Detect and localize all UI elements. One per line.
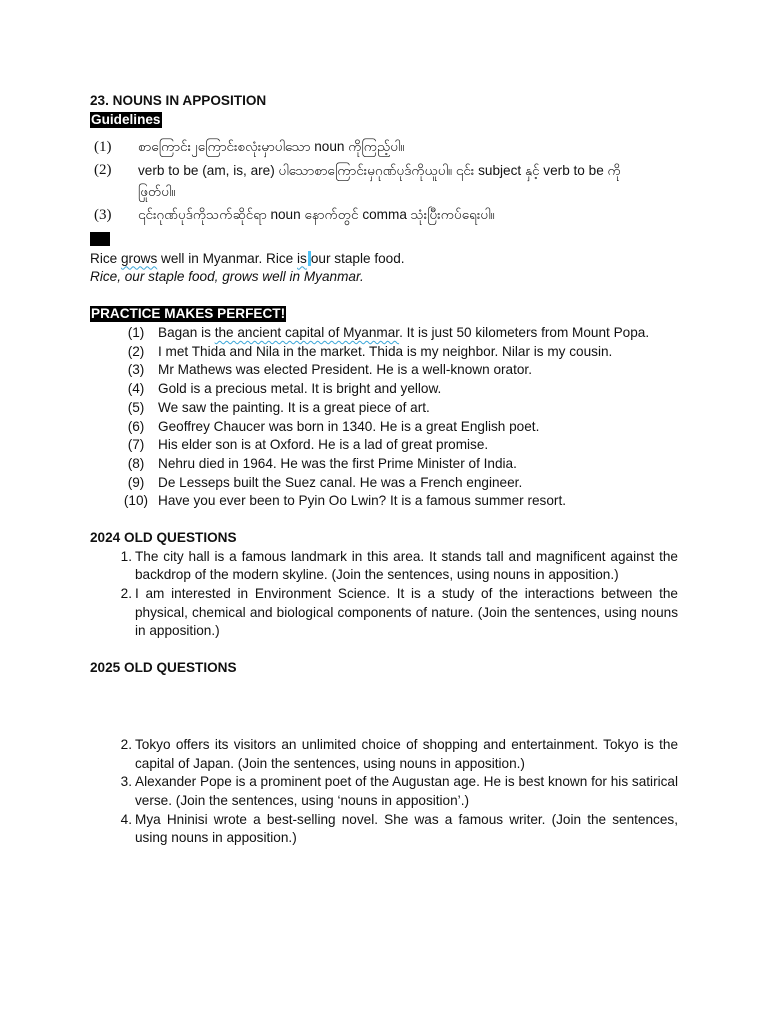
guideline-item xyxy=(90,160,678,204)
section-2024-title: 2024 OLD QUESTIONS xyxy=(90,529,237,545)
item-text: His elder son is at Oxford. He is a lad of great promise. xyxy=(158,437,489,453)
list-item xyxy=(90,811,678,848)
list-item xyxy=(90,343,678,362)
item-text: We saw the painting. It is a great piece of art. xyxy=(158,399,430,415)
item-number: (4) xyxy=(127,381,145,397)
item-number: (8) xyxy=(127,455,145,471)
item-number: 3. xyxy=(120,774,132,790)
item-number: (5) xyxy=(127,399,145,415)
guideline-item xyxy=(90,138,678,160)
section-2025-title: 2025 OLD QUESTIONS xyxy=(90,660,237,676)
practice-title-row xyxy=(90,305,678,324)
practice-title: PRACTICE MAKES PERFECT! xyxy=(91,306,286,322)
item-number: (7) xyxy=(127,437,145,453)
list-item xyxy=(90,474,678,493)
list-item xyxy=(90,585,678,641)
example-highlight-is: is xyxy=(297,250,307,266)
item-text: Tokyo offers its visitors an unlimited choice of shopping and entertainment. Tokyo is the capital of Japan. (Join the sentences, using nouns in apposition.) xyxy=(135,736,678,771)
guidelines-label-row xyxy=(90,111,678,130)
guideline-number: (2) xyxy=(94,161,112,178)
item-number: (1) xyxy=(127,325,145,341)
list-item xyxy=(90,361,678,380)
item-text: Mr Mathews was elected President. He is a well-known orator. xyxy=(158,362,532,378)
guideline-number: (3) xyxy=(94,206,112,223)
item-text: Alexander Pope is a prominent poet of the Augustan age. He is best known for his satirical verse. (Join the sentences, using ‘nouns in apposition’.) xyxy=(135,774,678,808)
item-highlight: the ancient capital of Myanmar xyxy=(214,325,400,341)
list-item xyxy=(90,455,678,474)
item-number: (9) xyxy=(127,474,145,490)
item-number: 4. xyxy=(120,811,132,827)
practice-list xyxy=(90,324,678,511)
list-item xyxy=(90,436,678,455)
item-number: 1. xyxy=(120,548,132,564)
item-text: I am interested in Environment Science. It is a study of the interactions between the physical, chemical and biological components of nature. (Join the sentences, using nouns in apposition.) xyxy=(135,586,678,639)
guidelines-label: Guidelines xyxy=(91,111,161,127)
guideline-text: ၎င်းဂုဏ်ပုဒ်ကိုသက်ဆိုင်ရာ noun နောက်တွင် comma သုံးပြီးကပ်ရေးပါ။ xyxy=(138,206,495,222)
item-number: (2) xyxy=(127,343,145,359)
example-text: well in Myanmar. Rice xyxy=(157,250,298,266)
item-number: (10) xyxy=(123,493,149,509)
list-item xyxy=(90,324,678,343)
example-text: Rice xyxy=(90,250,121,266)
item-text: I met Thida and Nila in the market. Thida is my neighbor. Nilar is my cousin. xyxy=(158,343,613,359)
guideline-text: စာကြောင်း၂ကြောင်းစလုံးမှာပါသော noun ကိုကြည့်ပါ။ xyxy=(138,138,405,154)
item-number: (3) xyxy=(127,362,145,378)
list-item xyxy=(90,399,678,418)
redacted-block xyxy=(90,232,110,246)
item-number: 2. xyxy=(120,586,132,602)
item-text: . It is just 50 kilometers from Mount Popa. xyxy=(399,325,650,341)
list-item xyxy=(90,773,678,810)
questions-2025-list xyxy=(90,736,678,848)
item-text: Geoffrey Chaucer was born in 1340. He is a great English poet. xyxy=(158,418,540,434)
item-text: Gold is a precious metal. It is bright and yellow. xyxy=(158,381,442,397)
list-item xyxy=(90,736,678,773)
section-title: 23. NOUNS IN APPOSITION xyxy=(90,93,267,108)
list-item xyxy=(90,548,678,585)
guideline-number: (1) xyxy=(94,138,112,155)
item-number: (6) xyxy=(127,418,145,434)
item-text: Nehru died in 1964. He was the first Prime Minister of India. xyxy=(158,455,517,471)
guideline-item xyxy=(90,206,678,228)
guidelines-list xyxy=(90,138,678,228)
guideline-text: verb to be (am, is, are) ပါသောစာကြောင်းမှဂုဏ်ပုဒ်ကိုယူပါ။ ၎င်း subject နှင့် verb to be ကိုဖြုတ်ပါ။ xyxy=(138,162,621,199)
example-answer: Rice, our staple food, grows well in Myanmar. xyxy=(90,269,364,285)
list-item xyxy=(90,418,678,437)
item-text: Mya Hninisi wrote a best-selling novel. She was a famous writer. (Join the sentences, using nouns in apposition.) xyxy=(135,811,678,846)
item-text: Have you ever been to Pyin Oo Lwin? It is a famous summer resort. xyxy=(158,493,566,509)
item-text: De Lesseps built the Suez canal. He was a French engineer. xyxy=(158,474,523,490)
example-sentence xyxy=(90,250,678,269)
example-text: our staple food. xyxy=(310,250,405,266)
list-item xyxy=(90,380,678,399)
redaction-row xyxy=(90,232,678,250)
item-number: 2. xyxy=(120,736,132,752)
list-item xyxy=(90,492,678,511)
item-text: Bagan is xyxy=(158,325,215,341)
questions-2024-list xyxy=(90,548,678,642)
item-text: The city hall is a famous landmark in this area. It stands tall and magnificent against the backdrop of the modern skyline. (Join the sentences, using nouns in apposition.) xyxy=(135,548,678,583)
document-page xyxy=(90,92,678,848)
example-highlight-grows: grows xyxy=(120,250,158,266)
